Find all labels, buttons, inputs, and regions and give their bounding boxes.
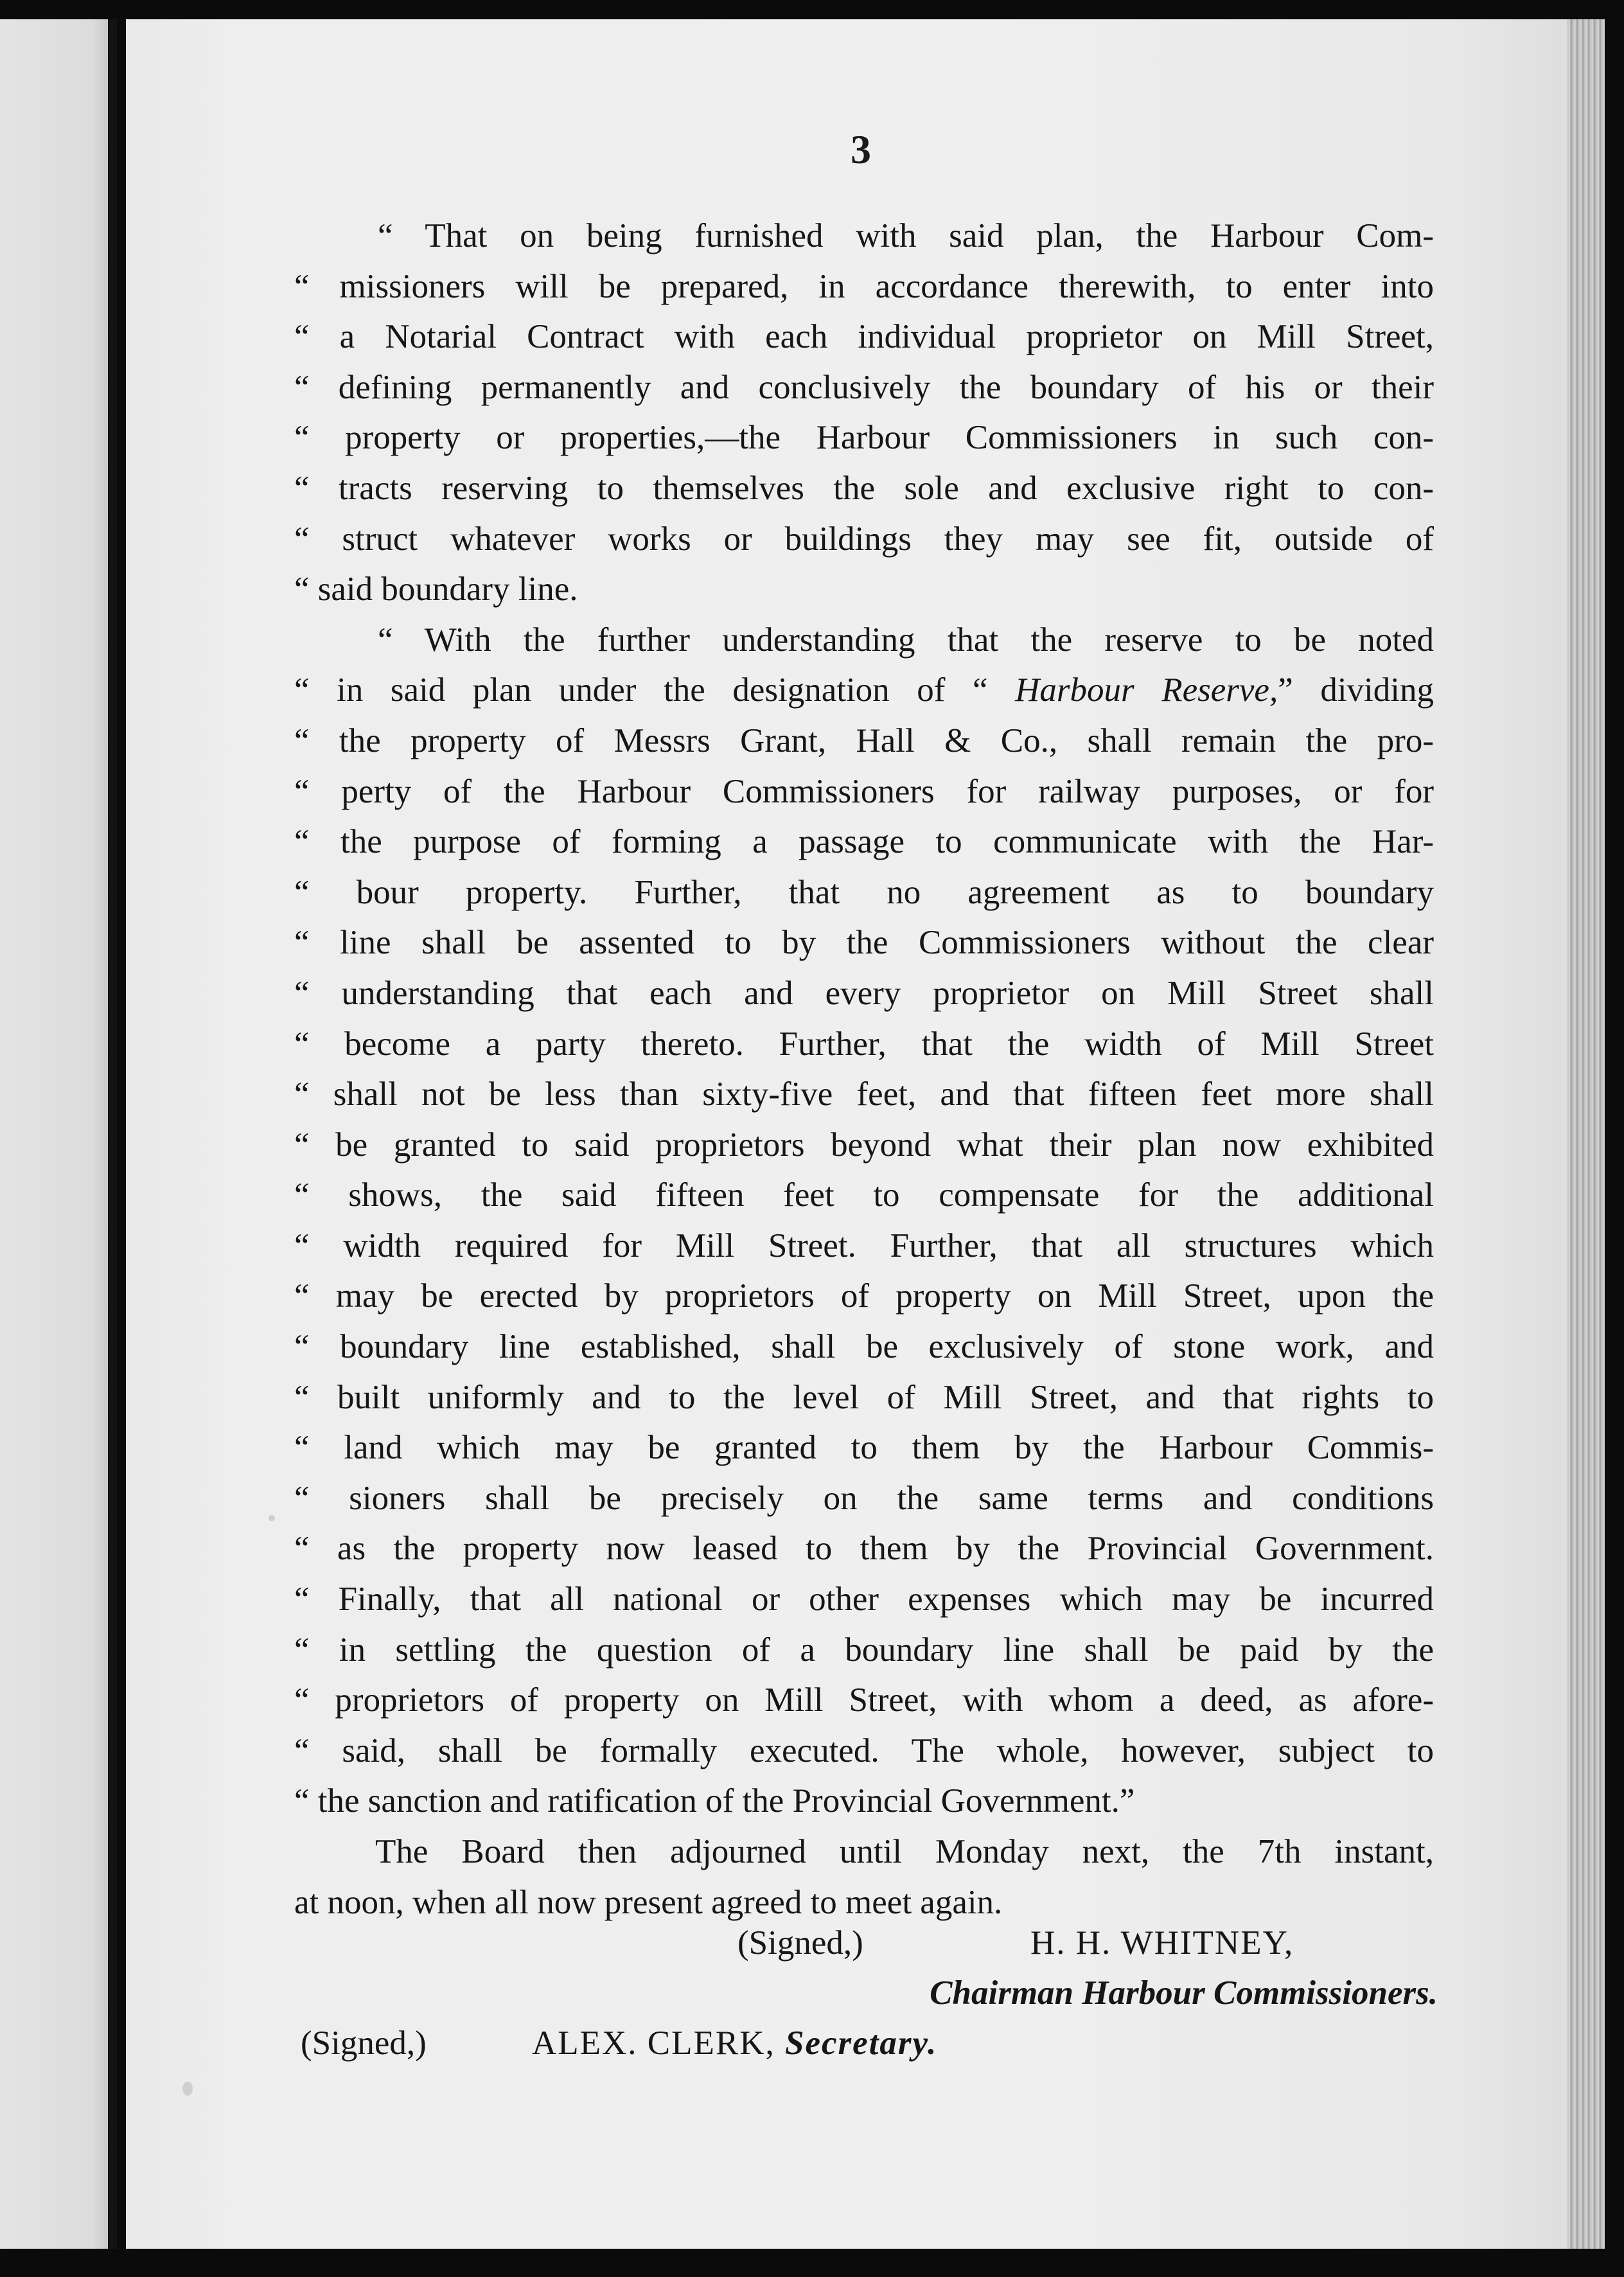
text-line bbox=[294, 817, 1434, 867]
text-line bbox=[294, 716, 1434, 766]
text-line bbox=[294, 514, 1434, 565]
paper-speck bbox=[269, 1515, 275, 1521]
text-line bbox=[294, 917, 1434, 968]
line-text: “ be granted to said proprietors beyond what their plan now exhibited bbox=[294, 1126, 1434, 1164]
facing-page-edge bbox=[0, 19, 108, 2249]
text-line bbox=[294, 1675, 1434, 1726]
text-line bbox=[294, 1372, 1434, 1423]
line-text: “ That on being furnished with said plan, the Harbour Com- bbox=[378, 217, 1434, 254]
line-text: “ Finally, that all national or other expenses which may be incurred bbox=[294, 1581, 1434, 1618]
text-line bbox=[294, 412, 1434, 463]
text-line bbox=[294, 1473, 1434, 1524]
line-text: “ built uniformly and to the level of Mill Street, and that rights to bbox=[294, 1378, 1434, 1416]
line-text: “ in settling the question of a boundary line shall be paid by the bbox=[294, 1631, 1434, 1669]
text-line bbox=[294, 1019, 1434, 1070]
line-text: “ line shall be assented to by the Commissioners without the clear bbox=[294, 924, 1434, 962]
text-line bbox=[294, 1726, 1434, 1776]
text-line bbox=[294, 211, 1434, 261]
chairman-name: H. H. WHITNEY, bbox=[1030, 1924, 1294, 1962]
line-text: “ property or properties,—the Harbour Commissioners in such con- bbox=[294, 419, 1434, 457]
text-line bbox=[294, 1069, 1434, 1120]
line-text: “ sioners shall be precisely on the same terms and conditions bbox=[294, 1479, 1434, 1517]
line-text: “ defining permanently and conclusively the boundary of his or their bbox=[294, 368, 1434, 406]
line-text: “ said boundary line. bbox=[294, 571, 578, 608]
text-line bbox=[294, 362, 1434, 413]
chairman-title: Chairman Harbour Commissioners. bbox=[930, 1974, 1438, 2012]
line-text: “ boundary line established, shall be exclusively of stone work, and bbox=[294, 1328, 1434, 1366]
line-text: “ the sanction and ratification of the Provincial Government.” bbox=[294, 1782, 1135, 1820]
secretary-title: Secretary. bbox=[785, 2024, 938, 2062]
text-line bbox=[294, 1877, 1434, 1928]
line-text: “ With the further understanding that the reserve to be noted bbox=[378, 621, 1434, 659]
secretary-signature bbox=[532, 2024, 937, 2062]
text-line bbox=[294, 867, 1434, 918]
signed-label: (Signed,) bbox=[737, 1924, 863, 1962]
line-text: “ may be erected by proprietors of property on Mill Street, upon the bbox=[294, 1277, 1434, 1315]
line-text: at noon, when all now present agreed to meet again. bbox=[294, 1883, 1003, 1921]
line-text: “ understanding that each and every proprietor on Mill Street shall bbox=[294, 974, 1434, 1012]
text-line bbox=[294, 615, 1434, 666]
page-stack-edge bbox=[1567, 19, 1605, 2249]
text-line bbox=[294, 463, 1434, 514]
signed-label: (Signed,) bbox=[301, 2024, 427, 2062]
line-text: “ land which may be granted to them by the Harbour Commis- bbox=[294, 1429, 1434, 1467]
line-text: “ shows, the said fifteen feet to compensate for the additional bbox=[294, 1176, 1434, 1214]
text-line bbox=[294, 1422, 1434, 1473]
text-line bbox=[294, 1271, 1434, 1322]
text-line bbox=[294, 1322, 1434, 1372]
text-line bbox=[294, 1827, 1434, 1877]
line-text: “ said, shall be formally executed. The whole, however, subject to bbox=[294, 1732, 1434, 1769]
text-line bbox=[294, 1221, 1434, 1271]
line-text: “ become a party thereto. Further, that the width of Mill Street bbox=[294, 1025, 1434, 1063]
line-text: “ the property of Messrs Grant, Hall & Co., shall remain the pro- bbox=[294, 722, 1434, 759]
line-text: “ struct whatever works or buildings they may see fit, outside of bbox=[294, 520, 1434, 558]
line-text: “ tracts reserving to themselves the sole and exclusive right to con- bbox=[294, 469, 1434, 507]
text-line bbox=[294, 968, 1434, 1019]
line-text: “ missioners will be prepared, in accordance therewith, to enter into bbox=[294, 267, 1434, 305]
text-line bbox=[294, 1776, 1434, 1827]
text-line bbox=[294, 1574, 1434, 1625]
text-line bbox=[294, 261, 1434, 312]
signature-block bbox=[294, 1924, 1438, 2074]
text-line bbox=[294, 1625, 1434, 1676]
text-line bbox=[294, 312, 1434, 362]
text-line bbox=[294, 564, 1434, 615]
line-text: “ bour property. Further, that no agreement as to boundary bbox=[294, 873, 1434, 911]
text-line bbox=[294, 1523, 1434, 1574]
line-text: “ the purpose of forming a passage to communicate with the Har- bbox=[294, 823, 1434, 861]
line-italic-text: Harbour Reserve, bbox=[1015, 671, 1278, 709]
line-text: “ proprietors of property on Mill Street, with whom a deed, as afore- bbox=[294, 1681, 1434, 1719]
body-text bbox=[294, 211, 1434, 1927]
line-text: “ a Notarial Contract with each individual proprietor on Mill Street, bbox=[294, 318, 1434, 356]
line-tail-text: ” dividing bbox=[1278, 671, 1434, 709]
page-number: 3 bbox=[851, 127, 871, 172]
line-text: “ as the property now leased to them by the Provincial Government. bbox=[294, 1530, 1434, 1568]
chairman-signature-line bbox=[294, 1924, 1438, 1974]
secretary-signature-line bbox=[294, 2024, 1438, 2074]
text-line bbox=[294, 1120, 1434, 1171]
line-text: “ perty of the Harbour Commissioners for railway purposes, or for bbox=[294, 772, 1434, 810]
chairman-title-line bbox=[294, 1974, 1438, 2024]
text-line bbox=[294, 766, 1434, 817]
line-text: “ width required for Mill Street. Further, that all structures which bbox=[294, 1227, 1434, 1264]
text-line bbox=[294, 665, 1434, 716]
line-text: The Board then adjourned until Monday next, the 7th instant, bbox=[375, 1833, 1434, 1870]
binding-gutter bbox=[109, 19, 117, 2249]
line-text: “ in said plan under the designation of “ bbox=[294, 671, 1016, 709]
paper-speck bbox=[182, 2082, 193, 2096]
line-text: “ shall not be less than sixty-five feet, and that fifteen feet more shall bbox=[294, 1076, 1434, 1113]
secretary-name: ALEX. CLERK, bbox=[532, 2024, 775, 2062]
text-line bbox=[294, 1170, 1434, 1221]
